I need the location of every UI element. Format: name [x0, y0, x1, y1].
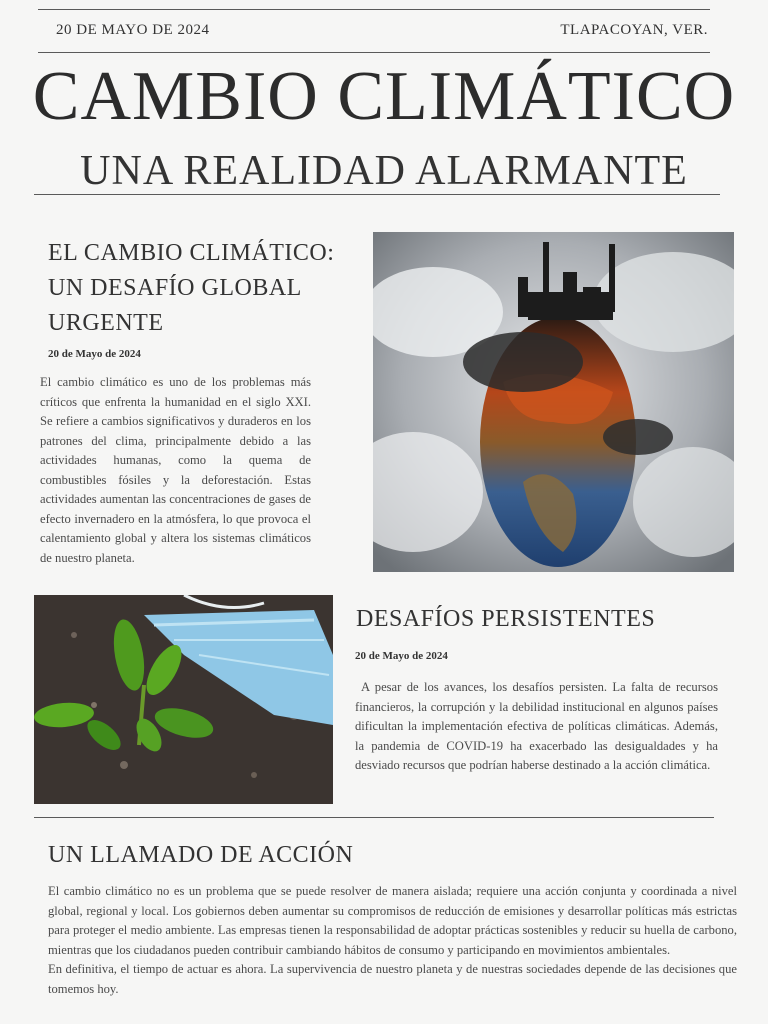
article3-heading: UN LLAMADO DE ACCIÓN	[48, 842, 354, 868]
article1-heading-line3: URGENTE	[48, 310, 164, 336]
issue-location: TLAPACOYAN, VER.	[560, 22, 708, 38]
article2-heading: DESAFÍOS PERSISTENTES	[356, 606, 656, 632]
article3-paragraph-1: El cambio climático no es un problema que se puede resolver de manera aislada; requiere una acción conjunta y coordinada a nivel global, regional y local. Los gobiernos deben aumentar su compromisos de reducción de emisiones y desarrollar políticas más estrictas para proteger el medio ambiente. Las empresas tienen la responsabilidad de adoptar prácticas sostenibles y reducir su huella de carbono, mientras que los ciudadanos pueden contribuir cambiando hábitos de consumo y participando en movimientos ambientales.	[48, 884, 737, 957]
header-rule	[38, 52, 710, 53]
article3-paragraph-2: En definitiva, el tiempo de actuar es ahora. La supervivencia de nuestro planeta y de nuestras sociedades depende de las decisiones que tomemos hoy.	[48, 962, 737, 996]
issue-date: 20 DE MAYO DE 2024	[56, 22, 210, 38]
section-rule	[34, 817, 714, 818]
burning-earth-photo	[373, 232, 734, 572]
article1-heading-line2: UN DESAFÍO GLOBAL	[48, 275, 302, 301]
plant-and-mask-photo	[34, 595, 333, 804]
article1-byline: 20 de Mayo de 2024	[48, 348, 141, 360]
masthead-rule	[34, 194, 720, 195]
article3-body	[48, 882, 737, 999]
article2-byline: 20 de Mayo de 2024	[355, 650, 448, 662]
article1-heading-line1: EL CAMBIO CLIMÁTICO:	[48, 240, 335, 266]
top-rule	[38, 9, 710, 10]
article1-body: El cambio climático es uno de los problemas más críticos que enfrenta la humanidad en el siglo XXI. Se refiere a cambios significativos y duraderos en los patrones del clima, principalmente debido a las actividades humanas, como la quema de combustibles fósiles y la deforestación. Estas actividades aumentan las concentraciones de gases de efecto invernadero en la atmósfera, lo que provoca el calentamiento global y altera los sistemas climáticos de nuestro planeta.	[40, 375, 311, 565]
page-title: CAMBIO CLIMÁTICO	[32, 58, 736, 135]
article2-body: A pesar de los avances, los desafíos persisten. La falta de recursos financieros, la corrupción y la debilidad institucional en algunos países dificultan la implementación efectiva de políticas climáticas. Además, la pandemia de COVID-19 ha exacerbado las desigualdades y ha desviado recursos que podrían haberse destinado a la acción climática.	[355, 680, 718, 772]
article1-heading	[48, 236, 348, 341]
page-subtitle: UNA REALIDAD ALARMANTE	[80, 148, 688, 194]
